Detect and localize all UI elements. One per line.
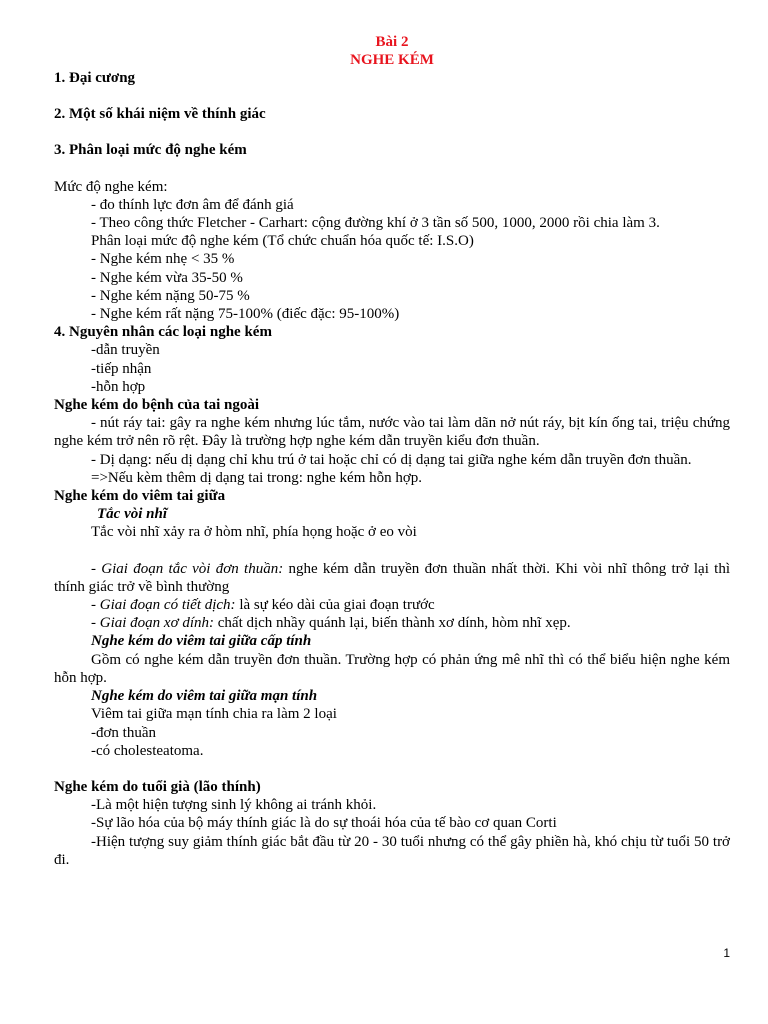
- section-heading-3: 3. Phân loại mức độ nghe kém: [54, 142, 247, 159]
- aging-heading: Nghe kém do tuổi già (lão thính): [54, 778, 261, 795]
- aging-item: -Là một hiện tượng sinh lý không ai tránh khỏi.: [91, 797, 377, 814]
- level-item: - Nghe kém vừa 35-50 %: [91, 269, 243, 286]
- aging-item: -Hiện tượng suy giảm thính giác bắt đầu từ 20 - 30 tuổi nhưng có thể gây phiền hà, khó chịu từ tuổi 50 trở đi.: [54, 833, 730, 868]
- stage-paragraph: [54, 614, 730, 632]
- page-title: NGHE KÉM: [350, 52, 434, 68]
- chronic-heading: Nghe kém do viêm tai giữa mạn tính: [91, 688, 318, 705]
- tube-heading: Tắc vòi nhĩ: [97, 506, 167, 523]
- stage-text: nghe kém dẫn truyền đơn thuần nhất thời. Khi vòi nhĩ thông trở lại thì thính giác trở về bình thường: [54, 560, 730, 595]
- level-item: - Nghe kém rất nặng 75-100% (điếc đặc: 95-100%): [91, 306, 400, 323]
- outer-ear-heading: Nghe kém do bệnh của tai ngoài: [54, 397, 260, 414]
- middle-ear-heading: Nghe kém do viêm tai giữa: [54, 488, 226, 505]
- level-label: Mức độ nghe kém:: [54, 178, 168, 195]
- stage-paragraph: [54, 560, 730, 596]
- stage-text: là sự kéo dài của giai đoạn trước: [235, 597, 435, 614]
- document-body: [54, 69, 730, 869]
- outer-ear-paragraph: =>Nếu kèm thêm dị dạng tai trong: nghe kém hỗn hợp.: [91, 469, 423, 486]
- stage-paragraph: [54, 596, 730, 614]
- chronic-item: Viêm tai giữa mạn tính chia ra làm 2 loại: [91, 706, 337, 723]
- lesson-number: Bài 2: [375, 34, 409, 50]
- aging-item: -Sự lão hóa của bộ máy thính giác là do sự thoái hóa của tế bào cơ quan Corti: [91, 815, 557, 832]
- section-heading-4: 4. Nguyên nhân các loại nghe kém: [54, 324, 272, 341]
- cause-item: -tiếp nhận: [91, 360, 152, 377]
- level-item: - đo thính lực đơn âm để đánh giá: [91, 196, 294, 213]
- cause-item: -hỗn hợp: [91, 378, 146, 395]
- stage-label: - Giai đoạn xơ dính:: [91, 615, 214, 632]
- page-number: 1: [723, 946, 730, 960]
- level-item: - Nghe kém nhẹ < 35 %: [91, 251, 235, 268]
- outer-ear-paragraph: - nút ráy tai: gây ra nghe kém nhưng lúc tắm, nước vào tai làm dãn nở nút ráy, bịt kín ống tai, triệu chứng nghe kém trở nên rõ rệt. Đây là trường hợp nghe kém dẫn truyền kiểu đơn thuần.: [54, 415, 730, 450]
- level-item: - Theo công thức Fletcher - Carhart: cộng đường khí ở 3 tần số 500, 1000, 2000 rồi chia làm 3.: [91, 215, 660, 232]
- chronic-item: -có cholesteatoma.: [91, 742, 204, 759]
- section-heading-2: 2. Một số khái niệm về thính giác: [54, 106, 266, 123]
- level-item: Phân loại mức độ nghe kém (Tổ chức chuẩn hóa quốc tế: I.S.O): [91, 233, 474, 250]
- chronic-item: -đơn thuần: [91, 724, 157, 741]
- acute-text: Gồm có nghe kém dẫn truyền đơn thuần. Trường hợp có phản ứng mê nhĩ thì có thể biểu hiện nghe kém hỗn hợp.: [54, 651, 730, 686]
- outer-ear-paragraph: - Dị dạng: nếu dị dạng chỉ khu trú ở tai hoặc chỉ có dị dạng tai giữa nghe kém dẫn truyền đơn thuần.: [91, 451, 692, 468]
- section-heading-1: 1. Đại cương: [54, 70, 136, 86]
- stage-label: - Giai đoạn tắc vòi đơn thuần:: [91, 560, 284, 577]
- acute-heading: Nghe kém do viêm tai giữa cấp tính: [91, 633, 312, 650]
- stage-label: - Giai đoạn có tiết dịch:: [91, 597, 236, 614]
- stage-text: chất dịch nhầy quánh lại, biến thành xơ dính, hòm nhĩ xẹp.: [214, 615, 571, 632]
- level-item: - Nghe kém nặng 50-75 %: [91, 287, 250, 304]
- tube-text: Tắc vòi nhĩ xảy ra ở hòm nhĩ, phía họng hoặc ở eo vòi: [91, 524, 417, 541]
- cause-item: -dẫn truyền: [91, 342, 160, 359]
